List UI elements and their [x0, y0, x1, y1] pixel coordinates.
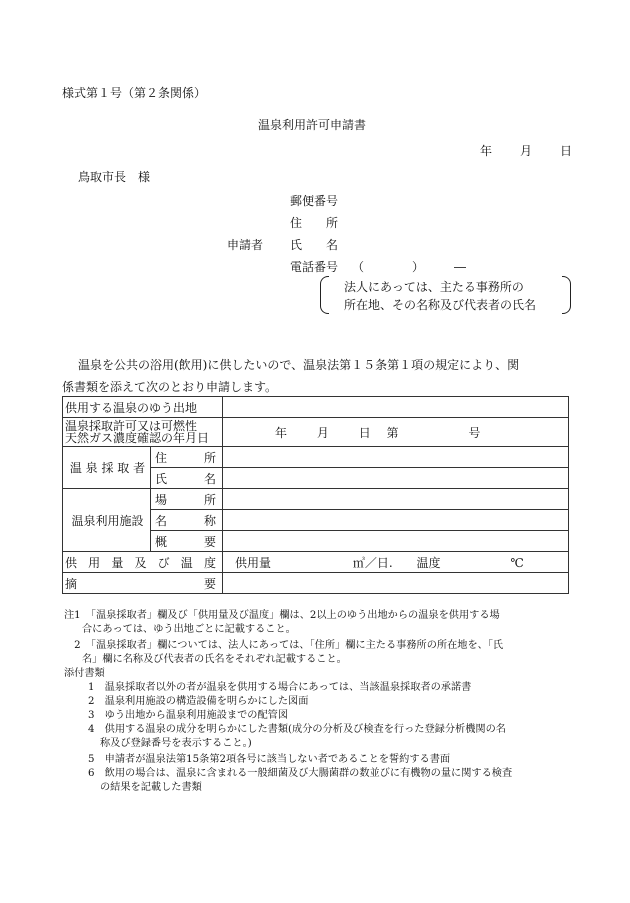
- page-title: 温泉利用許可申請書: [258, 118, 367, 132]
- attachment-item: 5 申請者が温泉法第15条第2項各号に該当しない者であることを誓約する書面: [88, 754, 451, 765]
- attachment-item: 2 温泉利用施設の構造設備を明らかにした図面: [88, 696, 309, 707]
- supply-label-char: 量: [111, 555, 124, 570]
- facility-label: 温泉利用施設: [63, 489, 151, 552]
- note-line: 注1 「温泉採取者」欄及び「供用量及び温度」欄は、2以上のゆう出地からの温泉を供用する場: [64, 610, 500, 621]
- date-year-label: 年: [480, 144, 493, 158]
- temperature-unit-label: ℃: [510, 555, 524, 570]
- permit-date-field[interactable]: [223, 418, 569, 447]
- address-label: 住 所: [290, 216, 339, 230]
- supply-label-char: び: [157, 555, 170, 570]
- supply-label-char: 温: [180, 555, 193, 570]
- collector-address-char: 所: [204, 450, 217, 465]
- name-label: 氏 名: [290, 238, 339, 252]
- attachment-item-cont: の結果を記載した書類: [100, 782, 202, 793]
- attachment-item: 3 ゆう出地から温泉利用施設までの配管図: [88, 710, 289, 721]
- attachment-item: 6 飲用の場合は、温泉に含まれる一般細菌及び大腸菌群の数並びに有機物の量に関する検査: [88, 768, 513, 779]
- permit-year-label: 年: [275, 425, 288, 440]
- supply-label-char: 用: [88, 555, 101, 570]
- left-brace: [320, 276, 329, 314]
- supply-amount-label: 供用量: [235, 555, 272, 570]
- collector-name-char: 氏: [155, 471, 168, 486]
- source-label: 供用する温泉のゆう出地: [63, 397, 223, 418]
- source-value-field[interactable]: [223, 397, 569, 418]
- attachment-item: 4 供用する温泉の成分を明らかにした書類(成分の分析及び検査を行った登録分析機関の名: [88, 724, 506, 735]
- facility-place-label: [151, 489, 223, 510]
- facility-place-char: 場: [155, 492, 168, 507]
- facility-outline-char: 要: [204, 534, 217, 549]
- facility-outline-char: 概: [155, 534, 168, 549]
- applicant-label: 申請者: [227, 238, 264, 252]
- permit-date-label-line1: 温泉採取許可又は可燃性: [65, 419, 198, 433]
- remarks-label: [63, 573, 223, 594]
- postal-code-label: 郵便番号: [290, 194, 339, 208]
- intro-line1: 温泉を公共の浴用(飲用)に供したいので、温泉法第１５条第１項の規定により、関: [78, 358, 520, 372]
- facility-place-field[interactable]: [223, 489, 569, 510]
- facility-outline-label: [151, 531, 223, 552]
- permit-date-label: [63, 418, 223, 447]
- temperature-label: 温度: [416, 555, 441, 570]
- corp-note-line1: 法人にあっては、主たる事務所の: [344, 280, 524, 294]
- collector-address-char: 住: [155, 450, 168, 465]
- supply-unit-label: ㎥／日.: [352, 555, 393, 570]
- table-row: [63, 573, 569, 594]
- note-line: 名」欄に名称及び代表者の氏名をそれぞれ記載すること。: [82, 654, 347, 665]
- facility-name-char: 名: [155, 513, 168, 528]
- remarks-char: 要: [204, 576, 217, 591]
- collector-name-label: [151, 468, 223, 489]
- permit-number-prefix: 第: [386, 425, 399, 440]
- date-month-label: 月: [520, 144, 533, 158]
- collector-name-char: 名: [204, 471, 217, 486]
- supply-label: [63, 552, 223, 573]
- intro-line2: 係書類を添えて次のとおり申請します。: [62, 380, 278, 394]
- permit-number-suffix: 号: [468, 425, 481, 440]
- collector-label: 温 泉 採 取 者: [63, 447, 151, 489]
- supply-label-char: 及: [134, 555, 147, 570]
- date-day-label: 日: [560, 144, 573, 158]
- facility-name-char: 称: [204, 513, 217, 528]
- supply-label-char: 度: [203, 555, 216, 570]
- table-row: [63, 552, 569, 573]
- note-line: 2 「温泉採取者」欄については、法人にあっては、「住所」欄に主たる事務所の所在地を、「氏: [64, 640, 504, 651]
- collector-address-label: [151, 447, 223, 468]
- addressee: 鳥取市長 様: [78, 170, 151, 184]
- table-row: [63, 397, 569, 418]
- permit-date-label-line2: 天然ガス濃度確認の年月日: [65, 431, 210, 445]
- attachment-item-cont: 称及び登録番号を表示すること。): [100, 738, 252, 749]
- table-row: [63, 447, 569, 468]
- remarks-char: 摘: [65, 576, 78, 591]
- facility-outline-field[interactable]: [223, 531, 569, 552]
- phone-label: 電話番号: [290, 260, 339, 274]
- permit-day-label: 日: [358, 425, 371, 440]
- collector-name-field[interactable]: [223, 468, 569, 489]
- supply-label-char: 供: [65, 555, 78, 570]
- note-line: 合にあっては、ゆう出地ごとに記載すること。: [82, 624, 296, 635]
- collector-address-field[interactable]: [223, 447, 569, 468]
- supply-field[interactable]: [223, 552, 569, 573]
- remarks-field[interactable]: [223, 573, 569, 594]
- attachments-heading: 添付書類: [64, 668, 105, 679]
- permit-month-label: 月: [316, 425, 329, 440]
- attachment-item: 1 温泉採取者以外の者が温泉を供用する場合にあっては、当該温泉採取者の承諾書: [88, 682, 472, 693]
- facility-name-label: [151, 510, 223, 531]
- facility-name-field[interactable]: [223, 510, 569, 531]
- corp-note-line2: 所在地、その名称及び代表者の氏名: [344, 298, 537, 312]
- phone-format: （ ） ―: [352, 260, 467, 274]
- facility-place-char: 所: [204, 492, 217, 507]
- application-table: [62, 396, 569, 594]
- right-brace: [562, 276, 571, 314]
- table-row: [63, 489, 569, 510]
- form-number: 様式第１号（第２条関係）: [62, 86, 207, 100]
- table-row: [63, 418, 569, 447]
